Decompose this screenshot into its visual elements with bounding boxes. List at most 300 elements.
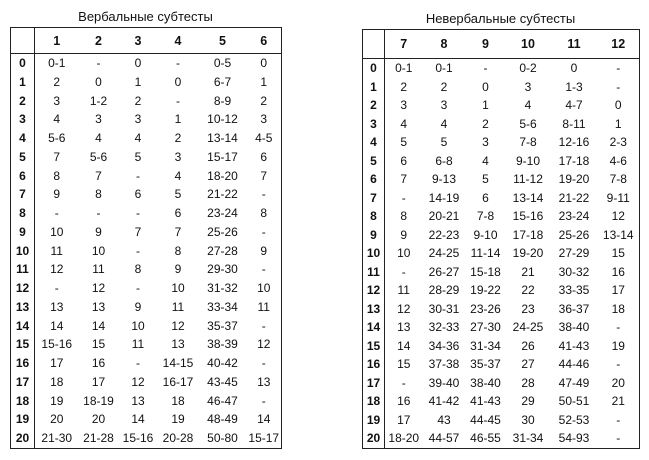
scaled-score-cell: -: [136, 243, 140, 258]
scaled-score-cell: 1: [247, 73, 282, 92]
verbal-table-body: [11, 54, 282, 449]
scaled-score-cell: 5-6: [89, 149, 108, 164]
scaled-score-cell: 10: [131, 318, 145, 333]
scaled-score-cell: 8-9: [213, 93, 232, 108]
scaled-score-cell: 26-27: [428, 264, 460, 279]
nonverbal-table-row: [363, 281, 640, 300]
scaled-score-cell: 8: [95, 187, 102, 202]
scaled-score-cell: 19: [171, 412, 185, 427]
scaled-score-cell: -: [598, 318, 640, 337]
scaled-score-cell: -: [54, 206, 59, 220]
scaled-score-cell: 9: [400, 227, 408, 242]
scaled-score-cell: 15: [397, 357, 411, 371]
nonverbal-header-row: [363, 30, 640, 59]
scaled-score-cell: 20: [91, 412, 106, 427]
scaled-score-cell: 14-15: [162, 356, 194, 370]
scaled-score-cell: -: [96, 206, 101, 220]
scaled-score-cell: 0: [247, 54, 282, 73]
scaled-score-cell: 8-11: [562, 116, 586, 131]
scaled-score-cell: 12-16: [558, 135, 590, 149]
scaled-score-cell: 3: [247, 110, 282, 129]
scaled-score-cell: 27-28: [207, 243, 238, 258]
nonverbal-column-header: 10: [506, 30, 551, 59]
scaled-score-cell: 28-29: [428, 283, 460, 297]
nonverbal-table-body: [363, 59, 640, 449]
scaled-score-cell: 30: [521, 412, 535, 427]
nonverbal-table-row: [363, 133, 640, 152]
scaled-score-cell: 21-28: [79, 429, 119, 448]
verbal-table-row: [11, 110, 282, 129]
scaled-score-cell: 24-25: [512, 320, 544, 334]
verbal-column-header: 3: [119, 28, 158, 54]
verbal-table-row: [11, 410, 282, 429]
scaled-score-cell: 2: [247, 92, 282, 111]
scaled-score-cell: 31-34: [470, 338, 501, 353]
scaled-score-cell: -: [136, 206, 140, 220]
scaled-score-cell: 50-51: [558, 394, 590, 408]
nonverbal-table-row: [363, 374, 640, 393]
scaled-score-cell: 10-12: [207, 112, 238, 127]
scaled-score-cell: 38-40: [470, 375, 501, 390]
scaled-score-cell: 11: [92, 262, 105, 277]
scaled-score-cell: -: [136, 168, 140, 183]
nonverbal-column-header: 7: [385, 30, 423, 59]
scaled-score-cell: 23-26: [470, 301, 501, 316]
raw-score-cell: 9: [11, 223, 35, 242]
verbal-column-header: 4: [158, 28, 199, 54]
scaled-score-cell: 17-18: [558, 153, 590, 168]
scaled-score-cell: 41-42: [428, 394, 460, 408]
verbal-header-row: [11, 28, 282, 54]
nonverbal-table-row: [363, 115, 640, 134]
scaled-score-cell: 12: [598, 207, 640, 226]
verbal-table-row: [11, 392, 282, 411]
raw-score-cell: 16: [11, 354, 35, 373]
verbal-table-row: [11, 279, 282, 298]
raw-score-cell: 10: [11, 242, 35, 261]
scaled-score-cell: 7: [247, 167, 282, 186]
scaled-score-cell: 9-13: [431, 172, 457, 186]
scaled-score-cell: 27-30: [470, 320, 501, 334]
raw-score-cell: 2: [363, 96, 385, 115]
scaled-score-cell: 13-14: [207, 131, 238, 145]
scaled-score-cell: 5: [400, 135, 408, 149]
scaled-score-cell: 4: [134, 131, 142, 145]
scaled-score-cell: 12: [91, 281, 106, 295]
scaled-score-cell: 1: [134, 74, 142, 89]
scaled-score-cell: 40-42: [207, 356, 238, 370]
scaled-score-cell: 15: [598, 244, 640, 263]
scaled-score-cell: 11: [397, 283, 410, 297]
verbal-table-row: [11, 260, 282, 279]
scaled-score-cell: 0: [482, 79, 489, 94]
scaled-score-cell: 15-17: [247, 429, 282, 448]
scaled-score-cell: 46-47: [207, 393, 238, 408]
scaled-score-cell: 7-8: [598, 170, 640, 189]
scaled-score-cell: 0: [598, 96, 640, 115]
scaled-score-cell: 11: [131, 337, 145, 352]
raw-score-cell: 3: [363, 115, 385, 134]
raw-score-cell: 3: [11, 110, 35, 129]
scaled-score-cell: 19-22: [470, 283, 501, 297]
scaled-score-cell: 0: [570, 61, 578, 75]
raw-score-cell: 15: [363, 337, 385, 356]
scaled-score-cell: 3: [524, 79, 532, 94]
raw-score-cell: 7: [11, 185, 35, 204]
scaled-score-cell: 22-23: [428, 227, 460, 242]
verbal-table-row: [11, 204, 282, 223]
scaled-score-cell: 11: [171, 299, 185, 314]
scaled-score-cell: 9-10: [473, 227, 498, 242]
scaled-score-cell: -: [176, 93, 180, 108]
scaled-score-cell: 5: [174, 187, 182, 202]
nonverbal-table-row: [363, 226, 640, 245]
scaled-score-cell: 11-12: [513, 172, 543, 186]
raw-score-cell: 4: [363, 133, 385, 152]
scaled-score-cell: 3: [400, 98, 408, 112]
scaled-score-cell: 10: [171, 281, 185, 295]
scaled-score-cell: 15-18: [470, 264, 501, 279]
nonverbal-table-row: [363, 263, 640, 282]
scaled-score-cell: 14: [131, 412, 145, 427]
scaled-score-cell: 1: [598, 115, 640, 134]
raw-score-cell: 17: [11, 373, 35, 392]
raw-score-cell: 5: [11, 148, 35, 167]
scaled-score-cell: 52-53: [558, 412, 590, 427]
scaled-score-cell: 19: [598, 337, 640, 356]
scaled-score-cell: 23: [521, 301, 535, 316]
verbal-table-row: [11, 54, 282, 73]
scaled-score-cell: 5: [134, 149, 142, 164]
scaled-score-cell: 54-93: [551, 429, 598, 448]
nonverbal-table-row: [363, 392, 640, 411]
scaled-score-cell: 3: [174, 149, 182, 164]
scaled-score-cell: 17-18: [512, 227, 544, 242]
scaled-score-cell: 5: [482, 172, 489, 186]
scaled-score-cell: 16: [91, 356, 106, 370]
scaled-score-cell: 38-39: [207, 337, 238, 352]
nonverbal-subtests-title: Невербальные субтесты: [425, 11, 576, 26]
scaled-score-cell: -: [598, 78, 640, 97]
scaled-score-cell: 13: [91, 299, 106, 314]
nonverbal-table-row: [363, 355, 640, 374]
scaled-score-cell: 0: [174, 74, 182, 89]
scaled-score-cell: 8: [174, 243, 182, 258]
scaled-score-cell: -: [247, 260, 282, 279]
verbal-table-row: [11, 129, 282, 148]
verbal-corner-cell: [11, 28, 35, 54]
scaled-score-cell: 9: [134, 299, 142, 314]
verbal-subtests-panel: [10, 0, 281, 449]
verbal-table-row: [11, 242, 282, 261]
scaled-score-cell: 48-49: [207, 412, 238, 427]
scaled-score-cell: 7-8: [519, 135, 537, 149]
verbal-table-row: [11, 167, 282, 186]
scaled-score-cell: 6-7: [213, 74, 232, 89]
verbal-subtests-title: Вербальные субтесты: [78, 9, 213, 24]
verbal-column-header: 5: [199, 28, 247, 54]
verbal-table-row: [11, 373, 282, 392]
nonverbal-corner-cell: [363, 30, 385, 59]
raw-score-cell: 16: [363, 355, 385, 374]
raw-score-cell: 10: [363, 244, 385, 263]
scaled-score-cell: 12: [50, 262, 64, 277]
scaled-score-cell: 18: [171, 393, 185, 408]
scaled-score-cell: 13-14: [598, 226, 640, 245]
scaled-score-cell: 0-5: [213, 56, 232, 70]
scaled-score-cell: 29: [521, 394, 535, 408]
scaled-score-cell: 15-16: [41, 337, 73, 352]
scaled-score-cell: 9-10: [515, 153, 541, 168]
scaled-score-cell: 3: [134, 112, 142, 127]
nonverbal-table-row: [363, 337, 640, 356]
scaled-score-cell: 13-14: [512, 190, 544, 205]
scaled-score-cell: 33-35: [558, 283, 590, 297]
scaled-score-cell: 19-20: [512, 246, 544, 260]
scaled-score-cell: 21-30: [35, 429, 79, 448]
scaled-score-cell: 21-22: [558, 190, 590, 205]
verbal-column-header: 2: [79, 28, 119, 54]
scaled-score-cell: 2: [174, 131, 182, 145]
scaled-score-cell: 2: [440, 79, 448, 94]
scaled-score-cell: 6: [134, 187, 142, 202]
scaled-score-cell: 4: [440, 116, 448, 131]
raw-score-cell: 6: [363, 170, 385, 189]
scaled-score-cell: 36-37: [558, 301, 590, 316]
raw-score-cell: 15: [11, 335, 35, 354]
scaled-score-cell: 18-20: [207, 168, 238, 183]
scaled-score-cell: 16-17: [162, 374, 194, 389]
raw-score-cell: 9: [363, 226, 385, 245]
scaled-score-cell: 3: [53, 93, 61, 108]
raw-score-cell: 1: [11, 73, 35, 92]
raw-score-cell: 13: [11, 298, 35, 317]
scaled-score-cell: 26: [521, 338, 535, 353]
verbal-table-row: [11, 317, 282, 336]
scaled-score-cell: -: [598, 355, 640, 374]
scaled-score-cell: 1-3: [565, 79, 583, 94]
scaled-score-cell: 4: [524, 98, 532, 112]
scaled-score-cell: -: [247, 317, 282, 336]
verbal-table-row: [11, 148, 282, 167]
scaled-score-cell: 19-20: [558, 172, 590, 186]
scaled-score-cell: 7-8: [476, 209, 495, 223]
scaled-score-cell: 0: [134, 56, 142, 70]
scaled-score-cell: 6: [174, 206, 182, 220]
raw-score-cell: 19: [363, 411, 385, 430]
nonverbal-table-row: [363, 170, 640, 189]
nonverbal-table-row: [363, 152, 640, 171]
scaled-score-cell: 5-6: [519, 116, 537, 131]
scaled-score-cell: 15-17: [207, 149, 238, 164]
scaled-score-cell: 31-32: [207, 281, 238, 295]
scaled-score-cell: 23-24: [207, 206, 238, 220]
scaled-score-cell: 35-37: [207, 318, 238, 333]
verbal-table-row: [11, 354, 282, 373]
scaled-score-cell: -: [598, 411, 640, 430]
verbal-table-row: [11, 335, 282, 354]
scaled-score-cell: 30-31: [428, 301, 460, 316]
scaled-score-cell: 7: [134, 224, 142, 239]
scaled-score-cell: 0-2: [519, 61, 537, 75]
scaled-score-cell: 19: [50, 393, 64, 408]
scaled-score-cell: 6: [482, 190, 489, 205]
raw-score-cell: 8: [363, 207, 385, 226]
scaled-score-cell: 6-8: [435, 153, 453, 168]
verbal-table-row: [11, 223, 282, 242]
scaled-score-cell: 14: [50, 318, 64, 333]
scaled-score-cell: 9: [95, 224, 102, 239]
scaled-score-cell: 7: [174, 224, 182, 239]
scaled-score-cell: 30-32: [558, 264, 590, 279]
nonverbal-subtests-panel: [362, 0, 639, 449]
scaled-score-cell: -: [176, 56, 180, 70]
raw-score-cell: 11: [11, 260, 35, 279]
scaled-score-cell: 4-5: [247, 129, 282, 148]
scaled-score-cell: 43: [437, 412, 451, 427]
scaled-score-cell: 14: [91, 318, 106, 333]
nonverbal-table-row: [363, 59, 640, 78]
scaled-score-cell: 4: [95, 131, 102, 145]
scaled-score-cell: 7: [53, 149, 61, 164]
scaled-score-cell: 10: [91, 243, 106, 258]
raw-score-cell: 11: [363, 263, 385, 282]
scaled-score-cell: -: [401, 190, 406, 205]
scaled-score-cell: 16: [598, 263, 640, 282]
raw-score-cell: 18: [11, 392, 35, 411]
scaled-score-cell: 6: [247, 148, 282, 167]
scaled-score-cell: 13: [397, 320, 411, 334]
scaled-score-cell: 11: [247, 298, 282, 317]
raw-score-cell: 12: [11, 279, 35, 298]
scaled-score-cell: 4: [53, 112, 61, 127]
scaled-score-cell: 20: [598, 374, 640, 393]
scaled-score-cell: 0: [95, 74, 102, 89]
scaled-score-cell: 20-21: [428, 209, 460, 223]
scaled-score-cell: -: [96, 56, 101, 70]
scaled-score-cell: 7: [95, 168, 102, 183]
scaled-score-cell: 27-29: [558, 246, 590, 260]
scaled-score-cell: 18: [50, 374, 64, 389]
scaled-score-cell: 0-1: [48, 56, 66, 70]
verbal-column-header: 6: [247, 28, 282, 54]
nonverbal-column-header: 12: [598, 30, 640, 59]
scaled-score-cell: -: [136, 356, 140, 370]
scaled-score-cell: 11-14: [470, 246, 501, 260]
nonverbal-table-row: [363, 300, 640, 319]
raw-score-cell: 5: [363, 152, 385, 171]
nonverbal-column-header: 8: [423, 30, 466, 59]
scaled-score-cell: 38-40: [558, 320, 590, 334]
scaled-score-cell: 33-34: [207, 299, 238, 314]
nonverbal-table-row: [363, 318, 640, 337]
scaled-score-cell: 8: [53, 168, 61, 183]
scaled-score-cell: -: [401, 375, 406, 390]
scaled-score-cell: 18-20: [385, 429, 423, 448]
scaled-score-cell: 17: [91, 374, 106, 389]
scaled-score-cell: 0-1: [395, 61, 413, 75]
scaled-score-cell: 3: [440, 98, 448, 112]
raw-score-cell: 12: [363, 281, 385, 300]
scaled-score-cell: 8: [134, 262, 142, 277]
scaled-score-cell: 15-16: [512, 209, 544, 223]
verbal-table-row: [11, 92, 282, 111]
scaled-score-cell: 4-6: [598, 152, 640, 171]
scaled-score-cell: 29-30: [207, 262, 238, 277]
scaled-score-cell: 8: [400, 209, 408, 223]
scaled-score-cell: 14: [247, 410, 282, 429]
raw-score-cell: 20: [11, 429, 35, 448]
scaled-score-cell: -: [598, 59, 640, 78]
scaled-score-cell: 28: [521, 375, 535, 390]
scaled-score-cell: 14-19: [428, 190, 460, 205]
scaled-score-cell: 13: [131, 393, 145, 408]
scaled-score-cell: 9: [174, 262, 182, 277]
scaled-score-cell: 34-36: [428, 338, 460, 353]
scaled-score-cell: 12: [397, 301, 411, 316]
scaled-score-cell: 32-33: [428, 320, 460, 334]
scaled-score-cell: 21: [521, 264, 535, 279]
scaled-score-cell: 12: [171, 318, 185, 333]
scaled-score-cell: 22: [521, 283, 535, 297]
scaled-score-cell: 5: [440, 135, 448, 149]
scaled-score-cell: 0-1: [435, 61, 453, 75]
scaled-score-cell: 4: [482, 153, 489, 168]
scaled-score-cell: 39-40: [428, 375, 460, 390]
scaled-score-cell: 17: [50, 356, 64, 370]
scaled-score-cell: 15-16: [119, 429, 158, 448]
scaled-score-cell: 13: [171, 337, 185, 352]
scaled-score-cell: 46-55: [466, 429, 506, 448]
scaled-score-cell: 4-7: [565, 98, 583, 112]
raw-score-cell: 1: [363, 78, 385, 97]
scaled-score-cell: 41-43: [558, 338, 590, 353]
scaled-score-cell: 14: [397, 338, 411, 353]
scaled-score-cell: 44-57: [423, 429, 466, 448]
scaled-score-cell: 12: [247, 335, 282, 354]
scaled-score-cell: 6: [400, 153, 408, 168]
scaled-score-cell: 9: [53, 187, 61, 202]
raw-score-cell: 19: [11, 410, 35, 429]
raw-score-cell: 2: [11, 92, 35, 111]
scaled-score-cell: 4: [400, 116, 408, 131]
nonverbal-table-row: [363, 207, 640, 226]
verbal-table-row: [11, 429, 282, 448]
scaled-score-cell: 16: [397, 394, 411, 408]
scaled-score-cell: 1: [482, 98, 489, 112]
scaled-score-cell: 9-11: [598, 189, 640, 208]
scaled-score-cell: 21-22: [207, 187, 238, 202]
scaled-score-cell: -: [401, 264, 406, 279]
scaled-score-cell: 21: [598, 392, 640, 411]
verbal-table-row: [11, 185, 282, 204]
scaled-score-cell: 18: [598, 300, 640, 319]
raw-score-cell: 0: [363, 59, 385, 78]
scaled-score-cell: -: [247, 185, 282, 204]
raw-score-cell: 14: [363, 318, 385, 337]
scaled-score-cell: 3: [95, 112, 102, 127]
raw-score-cell: 0: [11, 54, 35, 73]
raw-score-cell: 20: [363, 429, 385, 448]
nonverbal-table-row: [363, 78, 640, 97]
scaled-score-cell: 11: [50, 243, 63, 258]
scaled-score-cell: 1: [174, 112, 182, 127]
raw-score-cell: 4: [11, 129, 35, 148]
nonverbal-table-row: [363, 96, 640, 115]
nonverbal-table-row: [363, 244, 640, 263]
scaled-score-cell: 23-24: [558, 209, 590, 223]
scaled-score-cell: -: [598, 429, 640, 448]
